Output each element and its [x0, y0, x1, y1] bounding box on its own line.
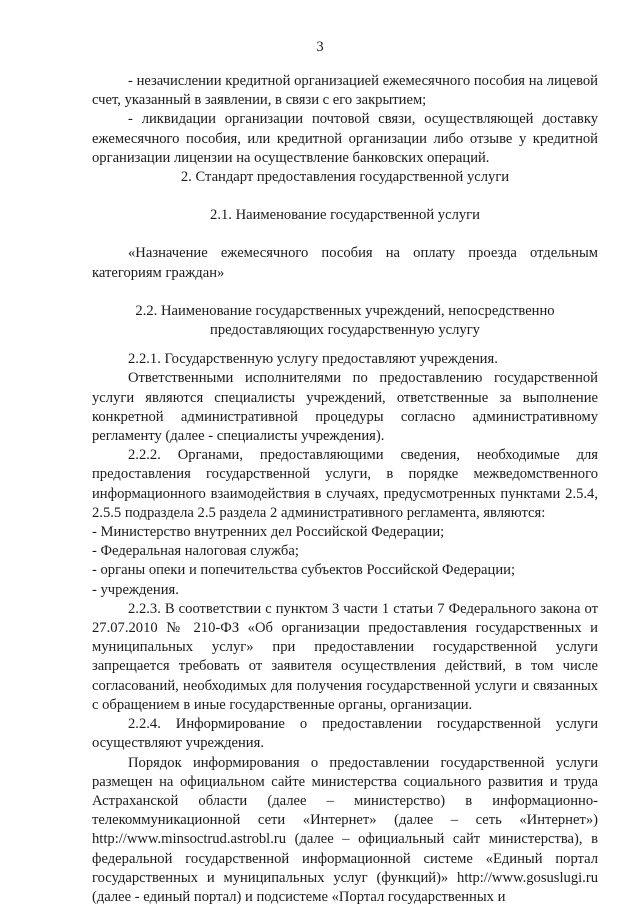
page-number: 3 — [0, 38, 640, 57]
paragraph-closed-account: - незачислении кредитной организацией ежемесячного пособия на лицевой счет, указанный в заявлении, в связи с его закрытием; — [92, 72, 598, 110]
paragraph-information-order: Порядок информирования о предоставлении государственной услуги размещен на официальном сайте министерства социального развития и труда Астраханской области (далее – министерство) в информационно-телекоммуникационной сети «Интернет» (далее – сеть «Интернет») http://www.minsoctrud.astrobl.ru (далее – официальный сайт министерства), в федеральной государственной информационной системе «Единый портал государственных и муниципальных услуг (функций)» http://www.gosuslugi.ru (далее - единый портал) и подсистеме «Портал государственных и — [92, 754, 598, 907]
section-2-heading: 2. Стандарт предоставления государственной услуги — [92, 168, 598, 187]
list-item: - Федеральная налоговая служба; — [92, 542, 598, 561]
document-body — [92, 72, 598, 907]
paragraph-2-2-2: 2.2.2. Органами, предоставляющими сведения, необходимые для предоставления государственной услуги, в порядке межведомственного информационного взаимодействия в случаях, предусмотренных пунктами 2.5.4, 2.5.5 подраздела 2.5 раздела 2 административного регламента, являются: — [92, 446, 598, 523]
paragraph-responsible: Ответственными исполнителями по предоставлению государственной услуги являются специалисты учреждений, ответственные за выполнение конкретной административной процедуры согласно административному регламенту (далее - специалисты учреждения). — [92, 369, 598, 446]
list-item: - органы опеки и попечительства субъектов Российской Федерации; — [92, 561, 598, 580]
paragraph-2-2-3: 2.2.3. В соответствии с пунктом 3 части 1 статьи 7 Федерального закона от 27.07.2010 № 210-ФЗ «Об организации предоставления государственных и муниципальных услуг» при предоставлении государственной услуги запрещается требовать от заявителя осуществления действий, в том числе согласований, необходимых для получения государственной услуги и связанных с обращением в иные государственные органы, организации. — [92, 600, 598, 715]
paragraph-2-2-4: 2.2.4. Информирование о предоставлении государственной услуги осуществляют учреждения. — [92, 715, 598, 753]
service-name: «Назначение ежемесячного пособия на оплату проезда отдельным категориям граждан» — [92, 244, 598, 282]
paragraph-2-2-1: 2.2.1. Государственную услугу предоставляют учреждения. — [92, 350, 598, 369]
heading-2-1: 2.1. Наименование государственной услуги — [92, 206, 598, 225]
list-item: - учреждения. — [92, 581, 598, 600]
paragraph-liquidation: - ликвидации организации почтовой связи, осуществляющей доставку ежемесячного пособия, или кредитной организации либо отзыве у кредитной организации лицензии на осуществление банковских операций. — [92, 110, 598, 168]
heading-2-2: 2.2. Наименование государственных учреждений, непосредственно предоставляющих государственную услугу — [92, 302, 598, 340]
list-item: - Министерство внутренних дел Российской Федерации; — [92, 523, 598, 542]
